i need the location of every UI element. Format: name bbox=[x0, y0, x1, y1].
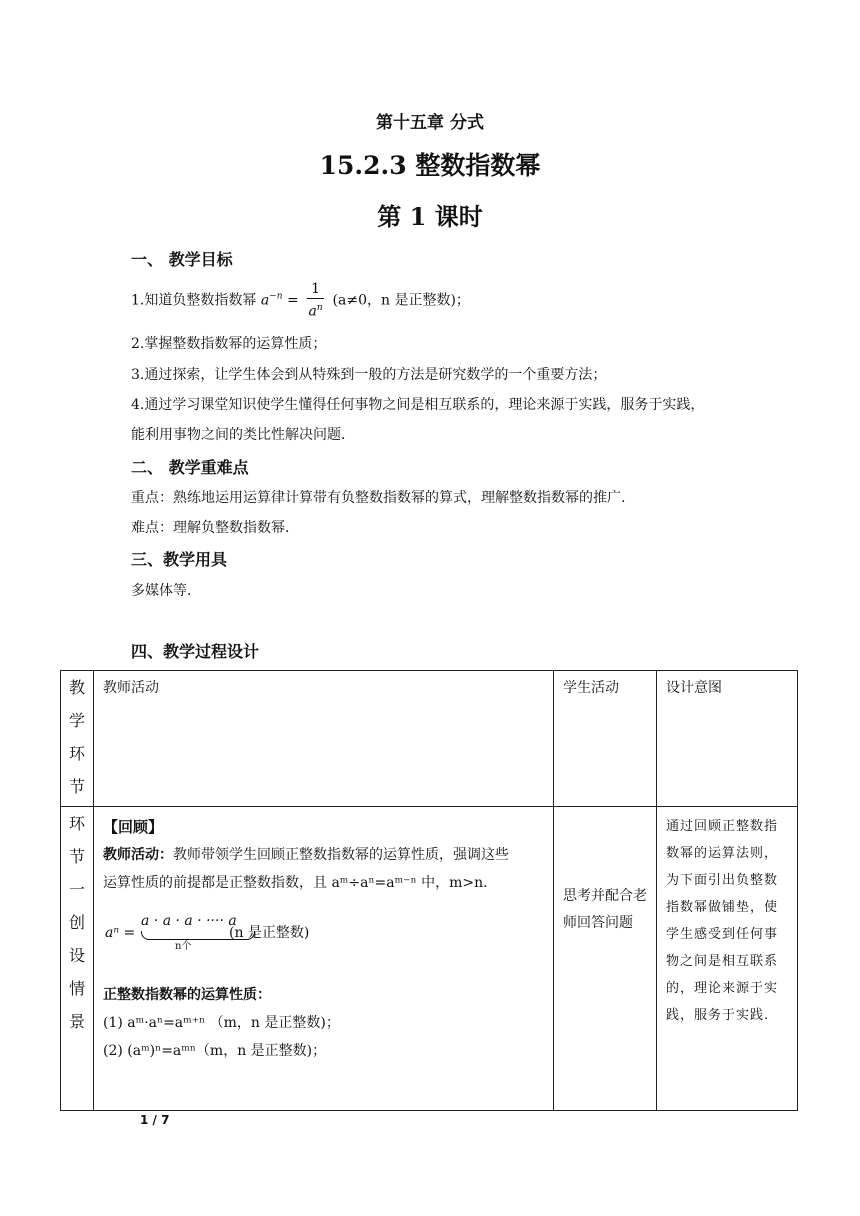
stage-char: 创 bbox=[68, 913, 85, 932]
row-design-intent: 通过回顾正整数指数幂的运算法则，为下面引出负整数指数幂做铺垫，使学生感受到任何事物之间是相互联系的，理论来源于实践，服务于实践. bbox=[657, 807, 798, 1111]
chapter-title: 第十五章 分式 bbox=[376, 113, 484, 133]
properties-heading: 正整数指数幂的运算性质： bbox=[103, 987, 271, 1003]
section-heading-goals: 一、 教学目标 bbox=[131, 250, 233, 269]
goal-1-base: a bbox=[260, 292, 270, 309]
stage-char: 一 bbox=[68, 880, 85, 899]
stage-char: 环 bbox=[68, 744, 85, 763]
fraction-numerator: 1 bbox=[307, 280, 324, 299]
stage-char: 景 bbox=[68, 1012, 85, 1031]
header-design-intent: 设计意图 bbox=[657, 671, 798, 807]
goal-2: 2.掌握整数指数幂的运算性质； bbox=[131, 336, 327, 352]
section-heading-process: 四、教学过程设计 bbox=[131, 642, 260, 661]
power-lhs: aⁿ = bbox=[105, 925, 136, 941]
section-heading-key-points: 二、 教学重难点 bbox=[131, 458, 249, 477]
property-2: (2) (aᵐ)ⁿ=aᵐⁿ（m，n 是正整数)； bbox=[103, 1043, 327, 1059]
lesson-topic-title: 15.2.3 整数指数幂 bbox=[319, 151, 541, 180]
goal-3: 3.通过探索，让学生体会到从特殊到一般的方法是研究数学的一个重要方法； bbox=[131, 367, 607, 383]
lesson-number: 第 1 课时 bbox=[377, 202, 483, 231]
stage-char: 节 bbox=[68, 847, 85, 866]
teacher-activity-line-1: 教师活动：教师带领学生回顾正整数指数幂的运算性质，强调这些 bbox=[103, 847, 509, 863]
difficulty: 难点：理解负整数指数幂. bbox=[131, 520, 290, 536]
goal-1-prefix: 1.知道负整数指数幂 bbox=[131, 292, 257, 309]
teaching-process-table bbox=[60, 670, 798, 1111]
stage-char: 节 bbox=[68, 777, 85, 796]
key-point: 重点：熟练地运用运算律计算带有负整数指数幂的算式，理解整数指数幂的推广. bbox=[131, 490, 626, 506]
power-count: n个 bbox=[175, 941, 192, 952]
property-1: (1) aᵐ·aⁿ=aᵐ⁺ⁿ （m，n 是正整数)； bbox=[103, 1015, 340, 1031]
header-teacher-activity: 教师活动 bbox=[94, 671, 554, 807]
row-student-activity bbox=[554, 807, 657, 1111]
page-number: 1 / 7 bbox=[140, 1113, 170, 1127]
power-note: (n 是正整数) bbox=[229, 925, 310, 941]
header-stage-cell bbox=[61, 671, 94, 807]
stage-char: 设 bbox=[68, 946, 85, 965]
row-stage-cell bbox=[61, 807, 94, 1111]
table-header-row bbox=[61, 671, 798, 807]
goal-1 bbox=[131, 280, 470, 321]
goal-1-exponent: −n bbox=[269, 291, 283, 302]
power-product: a · a · a · ···· a bbox=[141, 913, 237, 929]
fraction-denominator: $a^n$ bbox=[308, 303, 323, 320]
review-label: 【回顾】 bbox=[103, 818, 164, 836]
section-heading-tools: 三、教学用具 bbox=[131, 550, 228, 569]
teacher-activity-line-2: 运算性质的前提都是正整数指数，且 aᵐ÷aⁿ=aᵐ⁻ⁿ 中，m>n. bbox=[103, 875, 488, 891]
row-teacher-activity bbox=[94, 807, 554, 1111]
goal-1-fraction bbox=[307, 280, 324, 321]
goal-1-suffix: (a≠0，n 是正整数)； bbox=[332, 292, 470, 309]
goal-1-equals: = bbox=[286, 292, 299, 309]
stage-char: 教 bbox=[68, 678, 85, 697]
goal-4-line-1: 4.通过学习课堂知识使学生懂得任何事物之间是相互联系的，理论来源于实践，服务于实践， bbox=[131, 397, 705, 413]
student-activity-text: 思考并配合老师回答问题 bbox=[563, 888, 647, 931]
power-definition bbox=[103, 905, 544, 963]
table-row bbox=[61, 807, 798, 1111]
header-student-activity: 学生活动 bbox=[554, 671, 657, 807]
stage-char: 学 bbox=[68, 711, 85, 730]
tools-text: 多媒体等. bbox=[131, 583, 192, 599]
stage-char: 环 bbox=[68, 814, 85, 833]
stage-char: 情 bbox=[68, 979, 85, 998]
goal-4-line-2: 能利用事物之间的类比性解决问题. bbox=[131, 427, 346, 443]
